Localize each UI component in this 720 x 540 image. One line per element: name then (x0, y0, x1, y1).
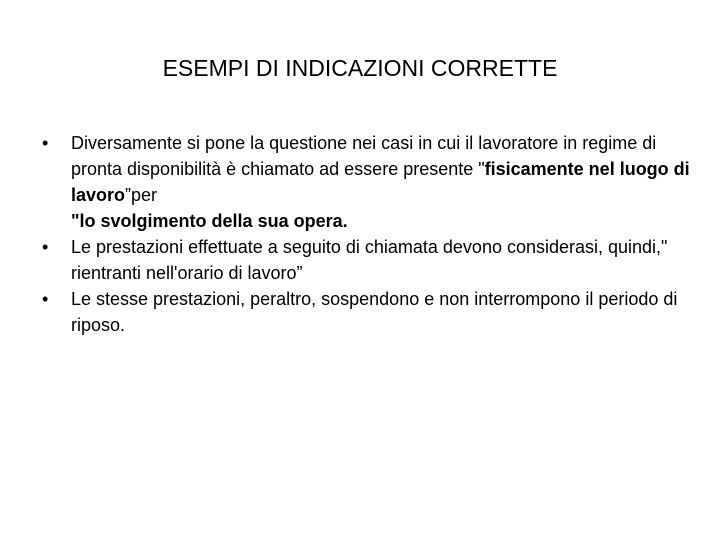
bullet-text-emphasis: fisicamente nel luogo di lavoro (71, 159, 690, 205)
bullet-text-segment: Diversamente si pone la questione nei casi in cui il lavoratore in regime di pronta disponibilità è chiamato ad essere presente " (71, 133, 657, 179)
bullet-point-icon: • (42, 237, 49, 257)
bullet-text: Le prestazioni effettuate a seguito di chiamata devono considerasi, quindi," rientranti nell'orario di lavoro” (71, 237, 668, 283)
bullet-point-icon: • (42, 289, 49, 309)
bullet-text (71, 133, 690, 231)
bullet-text: Le stesse prestazioni, peraltro, sospendono e non interrompono il periodo di riposo. (71, 289, 678, 335)
bullet-item (40, 286, 690, 338)
bullet-text-segment: ”per (125, 185, 158, 205)
slide-title: ESEMPI DI INDICAZIONI CORRETTE (162, 55, 558, 81)
bullet-text-emphasis: "lo svolgimento della sua opera. (71, 211, 348, 231)
bullet-list (40, 130, 690, 338)
bullet-point-icon: • (42, 133, 49, 153)
bullet-item (40, 130, 690, 234)
bullet-item (40, 234, 690, 286)
